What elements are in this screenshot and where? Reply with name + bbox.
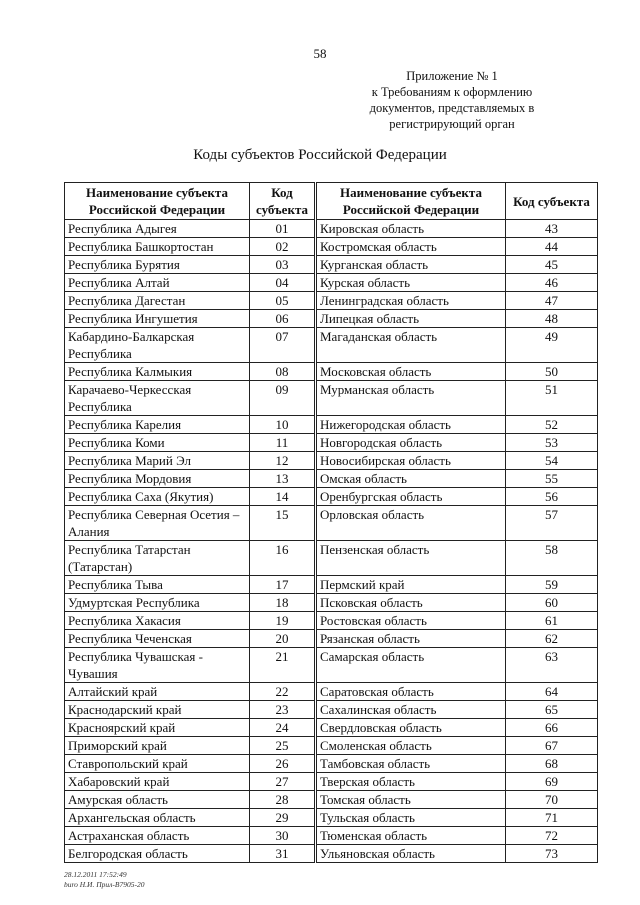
table-row — [65, 719, 598, 737]
subject-name-cell: Белгородская область — [65, 845, 250, 863]
column-header-name: Наименование субъекта Российской Федерации — [316, 183, 506, 220]
appendix-line: регистрирующий орган — [389, 117, 515, 131]
subject-code-cell: 44 — [506, 238, 598, 256]
subject-code-cell: 17 — [250, 576, 316, 594]
subject-code-cell: 14 — [250, 488, 316, 506]
subject-name-cell: Республика Татарстан (Татарстан) — [65, 541, 250, 576]
subject-code-cell: 20 — [250, 630, 316, 648]
subject-code-cell: 43 — [506, 220, 598, 238]
subject-code-cell: 22 — [250, 683, 316, 701]
subject-name-cell: Приморский край — [65, 737, 250, 755]
subject-name-cell: Томская область — [316, 791, 506, 809]
subject-code-cell: 50 — [506, 363, 598, 381]
subject-name-cell: Свердловская область — [316, 719, 506, 737]
table-row — [65, 328, 598, 363]
table-row — [65, 434, 598, 452]
subject-code-cell: 52 — [506, 416, 598, 434]
subject-name-cell: Астраханская область — [65, 827, 250, 845]
subject-name-cell: Республика Чувашская - Чувашия — [65, 648, 250, 683]
table-row — [65, 845, 598, 863]
table-row — [65, 648, 598, 683]
subject-code-cell: 64 — [506, 683, 598, 701]
subject-name-cell: Мурманская область — [316, 381, 506, 416]
subject-name-cell: Липецкая область — [316, 310, 506, 328]
column-header-code: Код субъекта — [250, 183, 316, 220]
table-row — [65, 256, 598, 274]
table-body — [65, 220, 598, 863]
subject-code-cell: 73 — [506, 845, 598, 863]
subject-code-cell: 13 — [250, 470, 316, 488]
subject-name-cell: Саратовская область — [316, 683, 506, 701]
subject-code-cell: 68 — [506, 755, 598, 773]
subject-name-cell: Республика Алтай — [65, 274, 250, 292]
subject-name-cell: Пермский край — [316, 576, 506, 594]
subject-name-cell: Республика Адыгея — [65, 220, 250, 238]
subject-name-cell: Тамбовская область — [316, 755, 506, 773]
appendix-block — [322, 68, 582, 132]
subject-code-cell: 06 — [250, 310, 316, 328]
subject-name-cell: Республика Карелия — [65, 416, 250, 434]
table-row — [65, 381, 598, 416]
subject-code-cell: 49 — [506, 328, 598, 363]
subject-code-cell: 70 — [506, 791, 598, 809]
table-row — [65, 238, 598, 256]
subject-code-cell: 23 — [250, 701, 316, 719]
footnote-reference: buro Н.И. Прил-В7905-20 — [64, 880, 145, 889]
subject-codes-table — [64, 182, 598, 863]
subject-code-cell: 54 — [506, 452, 598, 470]
subject-name-cell: Карачаево-Черкесская Республика — [65, 381, 250, 416]
subject-name-cell: Красноярский край — [65, 719, 250, 737]
subject-name-cell: Смоленская область — [316, 737, 506, 755]
subject-code-cell: 59 — [506, 576, 598, 594]
subject-name-cell: Ленинградская область — [316, 292, 506, 310]
subject-code-cell: 67 — [506, 737, 598, 755]
subject-name-cell: Ставропольский край — [65, 755, 250, 773]
appendix-line: документов, представляемых в — [369, 101, 535, 115]
subject-code-cell: 65 — [506, 701, 598, 719]
subject-code-cell: 46 — [506, 274, 598, 292]
subject-code-cell: 55 — [506, 470, 598, 488]
subject-name-cell: Республика Тыва — [65, 576, 250, 594]
subject-name-cell: Омская область — [316, 470, 506, 488]
subject-code-cell: 29 — [250, 809, 316, 827]
subject-name-cell: Алтайский край — [65, 683, 250, 701]
subject-code-cell: 19 — [250, 612, 316, 630]
subject-name-cell: Республика Саха (Якутия) — [65, 488, 250, 506]
subject-name-cell: Хабаровский край — [65, 773, 250, 791]
subject-code-cell: 62 — [506, 630, 598, 648]
subject-name-cell: Сахалинская область — [316, 701, 506, 719]
subject-name-cell: Архангельская область — [65, 809, 250, 827]
subject-name-cell: Новгородская область — [316, 434, 506, 452]
footnote — [64, 870, 145, 890]
subject-code-cell: 58 — [506, 541, 598, 576]
table-row — [65, 773, 598, 791]
subject-code-cell: 63 — [506, 648, 598, 683]
subject-name-cell: Республика Хакасия — [65, 612, 250, 630]
table-row — [65, 683, 598, 701]
appendix-line: к Требованиям к оформлению — [371, 85, 533, 99]
subject-code-cell: 56 — [506, 488, 598, 506]
page-number: 58 — [313, 46, 327, 61]
subject-name-cell: Республика Северная Осетия – Алания — [65, 506, 250, 541]
subject-code-cell: 60 — [506, 594, 598, 612]
table-row — [65, 630, 598, 648]
subject-code-cell: 48 — [506, 310, 598, 328]
subject-code-cell: 66 — [506, 719, 598, 737]
table-row — [65, 827, 598, 845]
subject-name-cell: Республика Чеченская — [65, 630, 250, 648]
subject-code-cell: 16 — [250, 541, 316, 576]
table-row — [65, 506, 598, 541]
subject-code-cell: 26 — [250, 755, 316, 773]
table-row — [65, 755, 598, 773]
table-row — [65, 452, 598, 470]
subject-name-cell: Республика Калмыкия — [65, 363, 250, 381]
table-row — [65, 791, 598, 809]
subject-code-cell: 72 — [506, 827, 598, 845]
subject-code-cell: 03 — [250, 256, 316, 274]
table-row — [65, 576, 598, 594]
table-row — [65, 737, 598, 755]
subject-name-cell: Республика Бурятия — [65, 256, 250, 274]
subject-name-cell: Нижегородская область — [316, 416, 506, 434]
subject-code-cell: 61 — [506, 612, 598, 630]
subject-code-cell: 47 — [506, 292, 598, 310]
footnote-timestamp: 28.12.2011 17:52:49 — [64, 870, 127, 879]
subject-name-cell: Краснодарский край — [65, 701, 250, 719]
subject-name-cell: Республика Марий Эл — [65, 452, 250, 470]
subject-code-cell: 30 — [250, 827, 316, 845]
subject-code-cell: 51 — [506, 381, 598, 416]
subject-code-cell: 12 — [250, 452, 316, 470]
subject-name-cell: Республика Коми — [65, 434, 250, 452]
subject-code-cell: 27 — [250, 773, 316, 791]
subject-name-cell: Курганская область — [316, 256, 506, 274]
subject-name-cell: Ростовская область — [316, 612, 506, 630]
table-row — [65, 220, 598, 238]
subject-name-cell: Тверская область — [316, 773, 506, 791]
subject-code-cell: 45 — [506, 256, 598, 274]
subject-name-cell: Самарская область — [316, 648, 506, 683]
table-row — [65, 416, 598, 434]
subject-name-cell: Магаданская область — [316, 328, 506, 363]
subject-name-cell: Оренбургская область — [316, 488, 506, 506]
document-title: Коды субъектов Российской Федерации — [193, 147, 447, 163]
table-row — [65, 363, 598, 381]
subject-name-cell: Рязанская область — [316, 630, 506, 648]
subject-code-cell: 11 — [250, 434, 316, 452]
subject-code-cell: 07 — [250, 328, 316, 363]
subject-code-cell: 57 — [506, 506, 598, 541]
subject-name-cell: Пензенская область — [316, 541, 506, 576]
table-row — [65, 541, 598, 576]
subject-code-cell: 69 — [506, 773, 598, 791]
subject-code-cell: 31 — [250, 845, 316, 863]
subject-code-cell: 71 — [506, 809, 598, 827]
table-row — [65, 701, 598, 719]
table-row — [65, 594, 598, 612]
column-header-code: Код субъекта — [506, 183, 598, 220]
subject-name-cell: Удмуртская Республика — [65, 594, 250, 612]
table-row — [65, 470, 598, 488]
subject-name-cell: Ульяновская область — [316, 845, 506, 863]
subject-name-cell: Курская область — [316, 274, 506, 292]
subject-code-cell: 01 — [250, 220, 316, 238]
subject-code-cell: 02 — [250, 238, 316, 256]
subject-code-cell: 05 — [250, 292, 316, 310]
subject-code-cell: 53 — [506, 434, 598, 452]
subject-name-cell: Орловская область — [316, 506, 506, 541]
subject-name-cell: Кабардино-Балкарская Республика — [65, 328, 250, 363]
subject-name-cell: Кировская область — [316, 220, 506, 238]
subject-name-cell: Республика Ингушетия — [65, 310, 250, 328]
subject-code-cell: 18 — [250, 594, 316, 612]
subject-name-cell: Костромская область — [316, 238, 506, 256]
subject-code-cell: 15 — [250, 506, 316, 541]
subject-name-cell: Республика Башкортостан — [65, 238, 250, 256]
subject-name-cell: Псковская область — [316, 594, 506, 612]
subject-name-cell: Амурская область — [65, 791, 250, 809]
table-header-row — [65, 183, 598, 220]
subject-code-cell: 25 — [250, 737, 316, 755]
table-row — [65, 292, 598, 310]
column-header-name: Наименование субъекта Российской Федерации — [65, 183, 250, 220]
table-row — [65, 612, 598, 630]
subject-name-cell: Новосибирская область — [316, 452, 506, 470]
subject-code-cell: 10 — [250, 416, 316, 434]
table-row — [65, 488, 598, 506]
subject-name-cell: Тульская область — [316, 809, 506, 827]
table-row — [65, 809, 598, 827]
subject-code-cell: 21 — [250, 648, 316, 683]
subject-code-cell: 09 — [250, 381, 316, 416]
subject-code-cell: 28 — [250, 791, 316, 809]
table-row — [65, 310, 598, 328]
subject-code-cell: 08 — [250, 363, 316, 381]
subject-code-cell: 24 — [250, 719, 316, 737]
subject-name-cell: Республика Мордовия — [65, 470, 250, 488]
subject-name-cell: Республика Дагестан — [65, 292, 250, 310]
table-row — [65, 274, 598, 292]
subject-name-cell: Московская область — [316, 363, 506, 381]
subject-name-cell: Тюменская область — [316, 827, 506, 845]
appendix-line: Приложение № 1 — [406, 69, 498, 83]
subject-code-cell: 04 — [250, 274, 316, 292]
